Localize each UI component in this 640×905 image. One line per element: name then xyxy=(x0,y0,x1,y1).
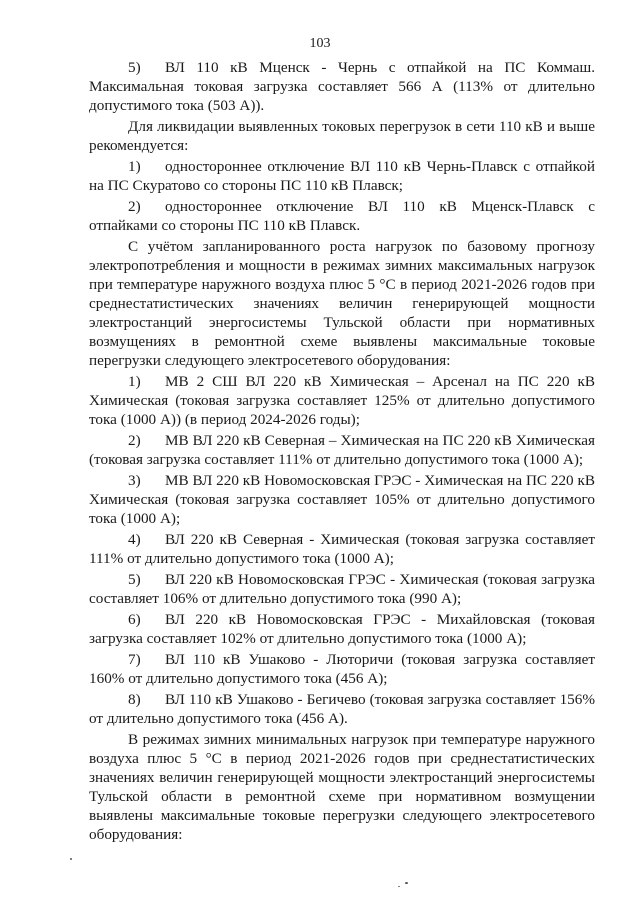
paragraph-text: ВЛ 220 кВ Новомосковская ГРЭС - Михайловская (токовая загрузка составляет 102% от длительно допустимого тока (1000 А); xyxy=(89,611,595,647)
paragraph-text: В режимах зимних минимальных нагрузок при температуре наружного воздуха плюс 5 °С в период 2021-2026 годов при среднестатистических значениях величин генерирующей мощности электростанций энергосистемы Тульской области в ремонтной схеме при нормативном возмущении выявлены максимальные токовые перегрузки следующего электросетевого оборудования: xyxy=(89,731,595,843)
paragraph-overload-3 xyxy=(89,471,595,528)
item-number: 2) xyxy=(128,198,141,215)
item-number: 1) xyxy=(128,373,141,390)
scan-speck xyxy=(405,882,408,884)
item-number: 1) xyxy=(128,158,141,175)
scan-speck xyxy=(70,858,72,860)
item-number: 2) xyxy=(128,432,141,449)
paragraph-text: ВЛ 220 кВ Новомосковская ГРЭС - Химическая (токовая загрузка составляет 106% от длительно допустимого тока (990 А); xyxy=(89,571,595,607)
item-number: 7) xyxy=(128,651,141,668)
paragraph-recommendation-1 xyxy=(89,157,595,195)
item-number: 3) xyxy=(128,472,141,489)
paragraph-text: ВЛ 110 кВ Мценск - Чернь с отпайкой на ПС Коммаш. Максимальная токовая загрузка составляет 566 А (113% от длительно допустимого тока (503 А)). xyxy=(89,59,595,114)
paragraph-text: МВ ВЛ 220 кВ Северная – Химическая на ПС 220 кВ Химическая (токовая загрузка составляет 111% от длительно допустимого тока (1000 А); xyxy=(89,432,595,468)
paragraph-text: Для ликвидации выявленных токовых перегрузок в сети 110 кВ и выше рекомендуется: xyxy=(89,118,595,154)
paragraph-item-5-mtsensk xyxy=(89,58,595,115)
scan-speck xyxy=(398,886,400,887)
paragraph-winter-min-intro xyxy=(89,730,595,844)
item-number: 4) xyxy=(128,531,141,548)
paragraph-overload-8 xyxy=(89,690,595,728)
paragraph-text: МВ 2 СШ ВЛ 220 кВ Химическая – Арсенал на ПС 220 кВ Химическая (токовая загрузка составляет 125% от длительно допустимого тока (1000 А)) (в период 2024-2026 годы); xyxy=(89,373,595,428)
paragraph-winter-max-intro xyxy=(89,237,595,370)
paragraph-overload-2 xyxy=(89,431,595,469)
paragraph-text: ВЛ 110 кВ Ушаково - Бегичево (токовая загрузка составляет 156% от длительно допустимого тока (456 А). xyxy=(89,691,595,727)
paragraph-overload-4 xyxy=(89,530,595,568)
paragraph-text: одностороннее отключение ВЛ 110 кВ Мценск-Плавск с отпайками со стороны ПС 110 кВ Плавск. xyxy=(89,198,595,234)
paragraph-overload-6 xyxy=(89,610,595,648)
paragraph-recommendation-2 xyxy=(89,197,595,235)
paragraph-text: С учётом запланированного роста нагрузок по базовому прогнозу электропотребления и мощности в режимах зимних максимальных нагрузок при температуре наружного воздуха плюс 5 °С в период 2021-2026 годов при среднестатистических значениях величин генерирующей мощности электростанций энергосистемы Тульской области при нормативных возмущениях в ремонтной схеме выявлены максимальные токовые перегрузки следующего электросетевого оборудования: xyxy=(89,238,595,369)
paragraph-text: МВ ВЛ 220 кВ Новомосковская ГРЭС - Химическая на ПС 220 кВ Химическая (токовая загрузка составляет 105% от длительно допустимого тока (1000 А); xyxy=(89,472,595,527)
paragraph-overload-1 xyxy=(89,372,595,429)
paragraph-text: ВЛ 110 кВ Ушаково - Люторичи (токовая загрузка составляет 160% от длительно допустимого тока (456 А); xyxy=(89,651,595,687)
page-number: 103 xyxy=(309,36,331,51)
paragraph-recommendation-intro xyxy=(89,117,595,155)
document-body xyxy=(89,58,595,846)
paragraph-text: ВЛ 220 кВ Северная - Химическая (токовая загрузка составляет 111% от длительно допустимого тока (1000 А); xyxy=(89,531,595,567)
item-number: 6) xyxy=(128,611,141,628)
paragraph-overload-5 xyxy=(89,570,595,608)
item-number: 8) xyxy=(128,691,141,708)
paragraph-overload-7 xyxy=(89,650,595,688)
item-number: 5) xyxy=(128,59,141,76)
paragraph-text: одностороннее отключение ВЛ 110 кВ Чернь-Плавск с отпайкой на ПС Скуратово со стороны ПС 110 кВ Плавск; xyxy=(89,158,595,194)
item-number: 5) xyxy=(128,571,141,588)
